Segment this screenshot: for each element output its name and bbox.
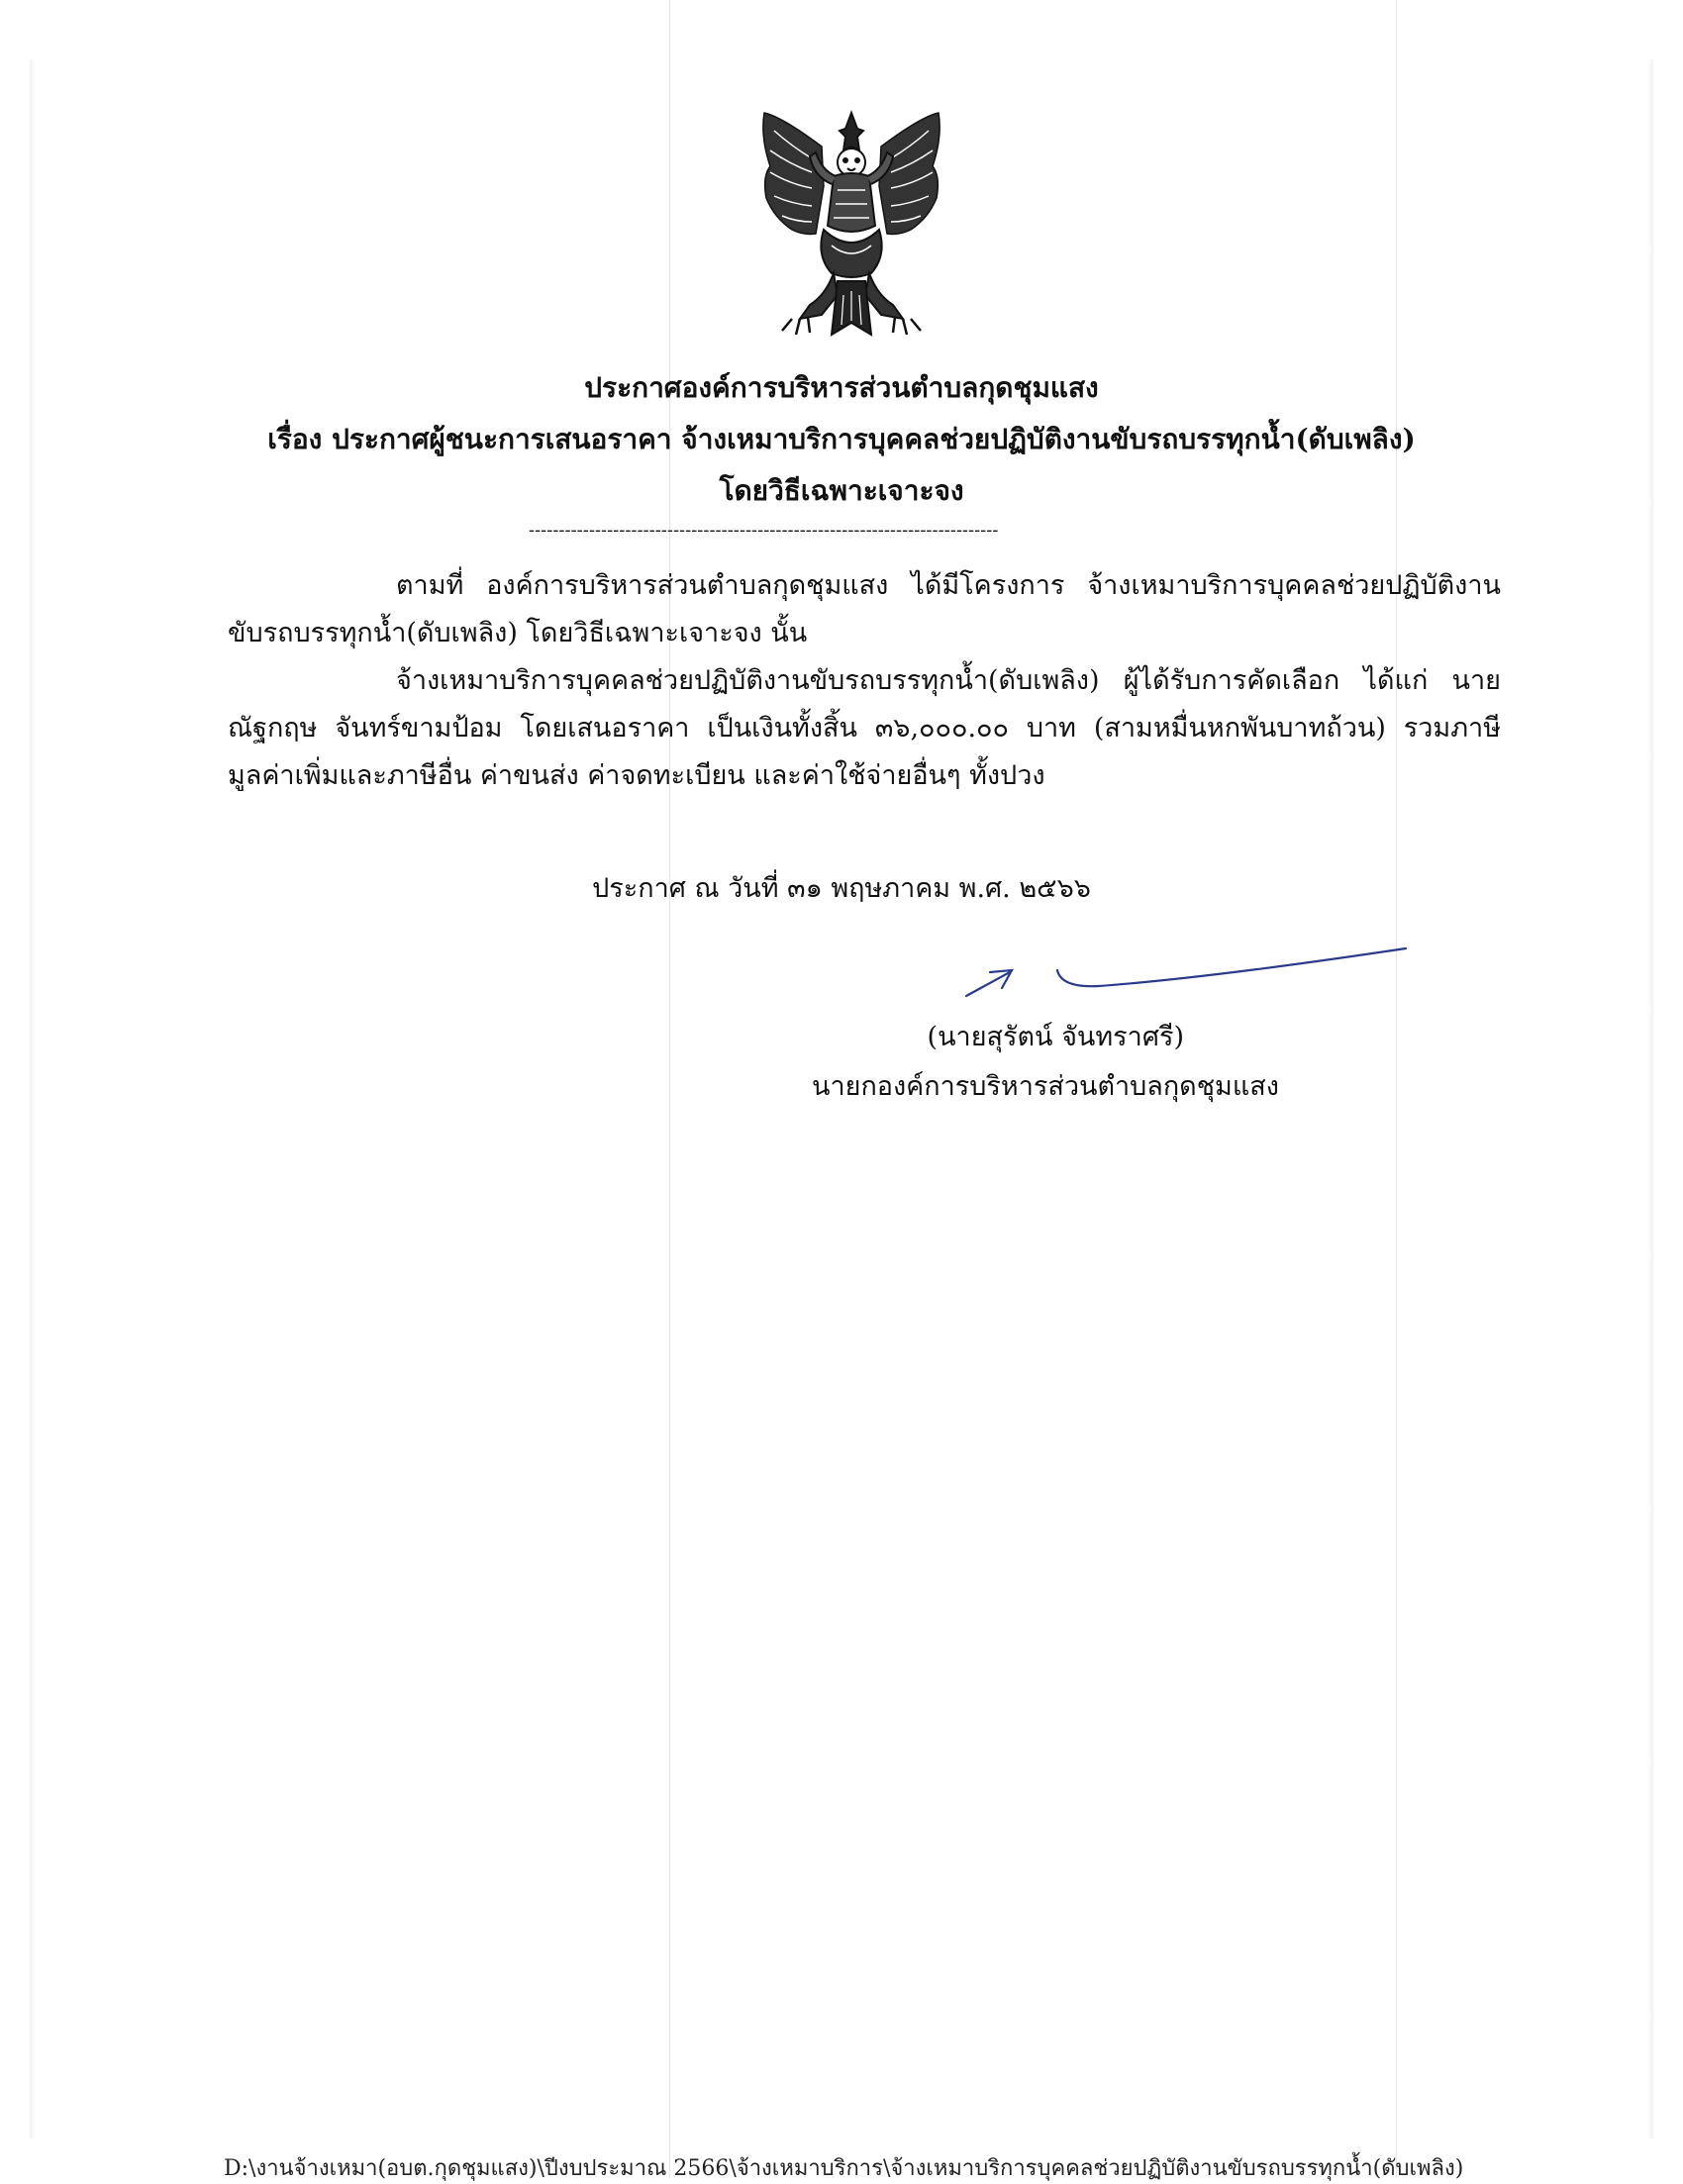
- scan-fold-line-left: [669, 0, 670, 2178]
- signer-name: [0, 1016, 1327, 1059]
- announcement-date: ประกาศ ณ วันที่ ๓๑ พฤษภาคม พ.ศ. ๒๕๖๖: [592, 873, 1091, 904]
- signer-title: นายกองค์การบริหารส่วนตำบลกุดชุมแสง: [812, 1071, 1279, 1102]
- header-separator: ------------------------------------------------------------------------------: [529, 523, 999, 539]
- garuda-emblem-icon: [752, 107, 950, 350]
- procurement-method-heading: โดยวิธีเฉพาะเจาะจง: [719, 474, 964, 507]
- announcement-subject-heading: เรื่อง ประกาศผู้ชนะการเสนอราคา จ้างเหมาบริการบุคคลช่วยปฏิบัติงานขับรถบรรทุกน้ำ(ดับเพลิง): [267, 423, 1416, 455]
- announcement-issuer-heading: ประกาศองค์การบริหารส่วนตำบลกุดชุมแสง: [584, 371, 1099, 404]
- scan-fold-line-right: [1396, 0, 1397, 2178]
- body-paragraph-project: ตามที่ องค์การบริหารส่วนตำบลกุดชุมแสง ได้มีโครงการ จ้างเหมาบริการบุคคลช่วยปฏิบัติงาน ขับรถบรรทุกน้ำ(ดับเพลิง) โดยวิธีเฉพาะเจาะจง นั้น: [228, 570, 1501, 648]
- signer-name-text: (นายสุรัตน์ จันทราศรี): [927, 1022, 1184, 1052]
- footer-file-path: D:\งานจ้างเหมา(อบต.กุดชุมแสง)\ปีงบประมาณ 2566\จ้างเหมาบริการ\จ้างเหมาบริการบุคคลช่วยปฏิบัติงานขับรถบรรทุกน้ำ(ดับเพลิง): [224, 2156, 1464, 2181]
- signature-mark: [950, 929, 1445, 1008]
- body-paragraph-winner: จ้างเหมาบริการบุคคลช่วยปฏิบัติงานขับรถบรรทุกน้ำ(ดับเพลิง) ผู้ได้รับการคัดเลือก ได้แก่ นายณัฐกฤษ จันทร์ขามป้อม โดยเสนอราคา เป็นเงินทั้งสิ้น ๓๖,๐๐๐.๐๐ บาท (สามหมื่นหกพันบาทถ้วน) รวมภาษีมูลค่าเพิ่มและภาษีอื่น ค่าขนส่ง ค่าจดทะเบียน และค่าใช้จ่ายอื่นๆ ทั้งปวง: [228, 665, 1501, 791]
- announcement-body: [228, 562, 1501, 800]
